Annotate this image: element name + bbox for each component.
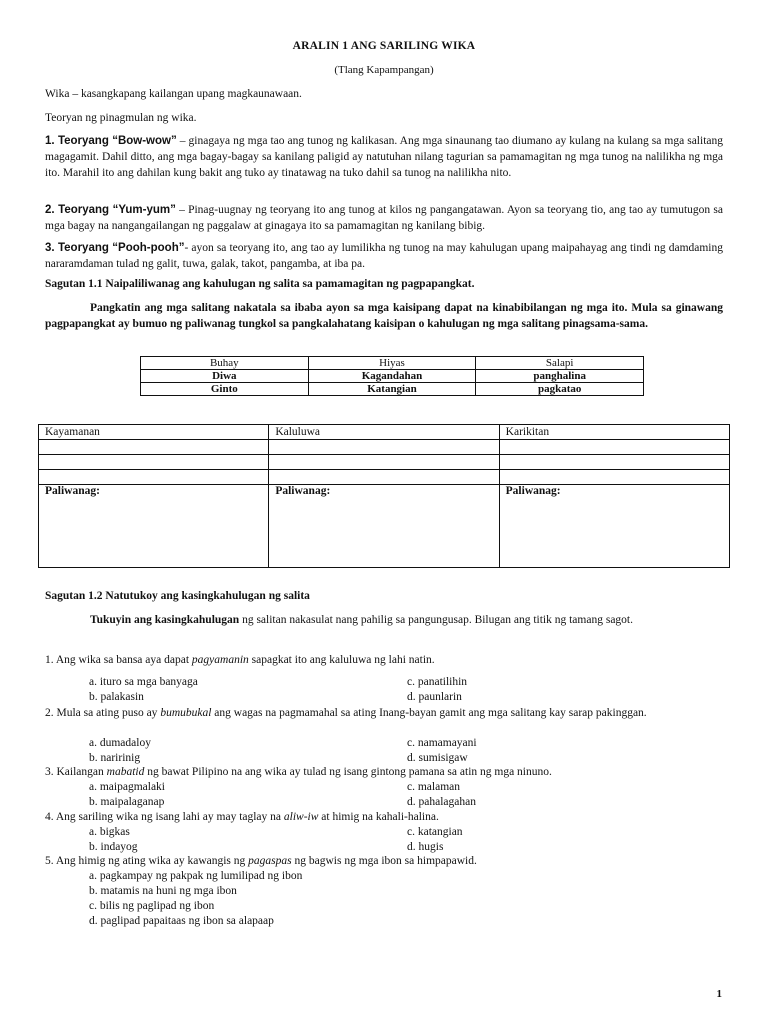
- instruction-emphasis: Tukuyin ang kasingkahulugan: [90, 614, 240, 626]
- theory-text: – Pinag-uugnay ng teoryang ito ang tunog at kilos ng pangangatawan. Ayon sa teoryang tio, ang tao ay tumutugon sa mga bagay na nangangailangan ng paggalaw at ginagaya ito sa pamamagitan ng kanilang bibig.: [45, 204, 723, 232]
- option-a[interactable]: a. pagkampay ng pakpak ng lumilipad ng ibon: [89, 870, 303, 882]
- question-text: ng bagwis ng mga ibon sa himpapawid.: [291, 855, 477, 867]
- question-text: 5. Ang himig ng ating wika ay kawangis ng: [45, 855, 249, 867]
- table-row: [141, 370, 644, 383]
- section-1-instruction: Pangkatin ang mga salitang nakatala sa ibaba ayon sa mga kaisipang dapat na kinabibilangan ng mga ito. Mula sa ginawang pagpapangkat ay bumuo ng paliwanag tungkol sa pangkalahatang kaisipan o kahulugan ng mga salitang pinagsama-sama.: [45, 302, 723, 330]
- option-c[interactable]: c. katangian: [407, 826, 463, 838]
- question-text: sapagkat ito ang kaluluwa ng lahi natin.: [248, 654, 435, 666]
- question-text: 3. Kailangan: [45, 766, 107, 778]
- question-keyword: mabatid: [106, 766, 145, 778]
- theory-label: 1. Teoryang “Bow-wow”: [45, 135, 177, 147]
- table-row: [141, 383, 644, 396]
- option-b[interactable]: b. maipalaganap: [89, 796, 165, 808]
- question-keyword: aliw-iw: [283, 811, 319, 823]
- blank-answer-row: [39, 455, 730, 470]
- option-c[interactable]: c. bilis ng paglipad ng ibon: [89, 900, 215, 912]
- option-a[interactable]: a. dumadaloy: [89, 737, 151, 749]
- question-text: at himig na kahali-halina.: [318, 811, 439, 823]
- blank-answer-row: [39, 440, 730, 455]
- theory-text: – ginagaya ng mga tao ang tunog ng kalikasan. Ang mga sinaunang tao diumano ay kulang na kulang sa mga salitang magagamit. Dahil ditto, ang mga bagay-bagay sa kanilang paligid ay natutuhan nilang tagurian sa pamamagitan ng mga tunog na nalilikha ng mga ito. Marahil ito ang dahilan kung bakit ang tuko ay tinatawag na tuko dahil sa tunog na nalilikha nito.: [45, 135, 723, 179]
- answer-cell[interactable]: [499, 470, 729, 485]
- intro-definition: Wika – kasangkapang kailangan upang magkaunawaan.: [45, 88, 302, 100]
- answer-cell[interactable]: [39, 440, 269, 455]
- intro-theories-line: Teoryan ng pinagmulan ng wika.: [45, 112, 197, 124]
- answer-cell[interactable]: [39, 470, 269, 485]
- table-row: [141, 357, 644, 370]
- question-5: [45, 854, 723, 869]
- option-b[interactable]: b. indayog: [89, 841, 138, 853]
- table-header-row: [39, 425, 730, 440]
- table-cell: Hiyas: [308, 357, 476, 370]
- question-3: [45, 765, 723, 780]
- answer-cell[interactable]: [269, 470, 499, 485]
- paliwanag-cell[interactable]: Paliwanag:: [39, 485, 269, 568]
- question-text: 4. Ang sariling wika ng isang lahi ay may taglay na: [45, 811, 284, 823]
- option-b[interactable]: b. naririnig: [89, 752, 141, 764]
- theory-label: 2. Teoryang “Yum-yum”: [45, 204, 176, 216]
- option-d[interactable]: d. pahalagahan: [407, 796, 476, 808]
- option-d[interactable]: d. sumisigaw: [407, 752, 468, 764]
- question-keyword: bumubukal: [160, 707, 212, 719]
- table-cell: pagkatao: [476, 383, 644, 396]
- option-d[interactable]: d. paglipad papaitaas ng ibon sa alapaap: [89, 915, 274, 927]
- theory-text: - ayon sa teoryang ito, ang tao ay lumilikha ng tunog na may kahulugan upang maipahayag ang tindi ng damdaming nararamdaman tulad ng galit, tuwa, galak, takot, pangamba, at iba pa.: [45, 242, 724, 270]
- table-cell: Buhay: [141, 357, 309, 370]
- option-c[interactable]: c. panatilihin: [407, 676, 468, 688]
- theory-yum-yum: [45, 202, 723, 234]
- instruction-text: ng salitan nakasulat nang pahilig sa pangungusap. Bilugan ang titik ng tamang sagot.: [239, 614, 633, 626]
- grouping-table: [38, 424, 730, 568]
- theory-pooh-pooh: [45, 240, 723, 272]
- answer-cell[interactable]: [499, 455, 729, 470]
- table-cell: panghalina: [476, 370, 644, 383]
- answer-cell[interactable]: [39, 455, 269, 470]
- question-1: [45, 653, 723, 668]
- option-a[interactable]: a. maipagmalaki: [89, 781, 165, 793]
- word-list-table: [140, 356, 644, 396]
- question-text: 1. Ang wika sa bansa aya dapat: [45, 654, 192, 666]
- section-2-instruction: [45, 612, 723, 628]
- table-cell: Salapi: [476, 357, 644, 370]
- option-b[interactable]: b. matamis na huni ng mga ibon: [89, 885, 237, 897]
- answer-cell[interactable]: [269, 440, 499, 455]
- question-text: 2. Mula sa ating puso ay: [45, 707, 161, 719]
- question-text: ang wagas na pagmamahal sa ating Inang-bayan gamit ang mga salitang kay sarap pakinggan.: [211, 707, 647, 719]
- option-a[interactable]: a. ituro sa mga banyaga: [89, 676, 198, 688]
- question-keyword: pagyamanin: [191, 654, 249, 666]
- paliwanag-cell[interactable]: Paliwanag:: [499, 485, 729, 568]
- page-number: 1: [716, 988, 722, 1000]
- table-cell: Kagandahan: [308, 370, 476, 383]
- paliwanag-row: [39, 485, 730, 568]
- table-cell: Katangian: [308, 383, 476, 396]
- option-d[interactable]: d. paunlarin: [407, 691, 462, 703]
- section-2-heading: Sagutan 1.2 Natutukoy ang kasingkahulugan ng salita: [45, 590, 310, 602]
- theory-label: 3. Teoryang “Pooh-pooh”: [45, 242, 185, 254]
- group-header-karikitan: Karikitan: [499, 425, 729, 440]
- group-header-kayamanan: Kayamanan: [39, 425, 269, 440]
- page-title: ARALIN 1 ANG SARILING WIKA: [292, 40, 476, 52]
- table-cell: Ginto: [141, 383, 309, 396]
- blank-answer-row: [39, 470, 730, 485]
- section-1-heading: Sagutan 1.1 Naipaliliwanag ang kahulugan ng salita sa pamamagitan ng pagpapangkat.: [45, 278, 475, 290]
- answer-cell[interactable]: [499, 440, 729, 455]
- group-header-kaluluwa: Kaluluwa: [269, 425, 499, 440]
- question-text: ng bawat Pilipino na ang wika ay tulad ng isang gintong pamana sa atin ng mga ninuno.: [144, 766, 552, 778]
- answer-cell[interactable]: [269, 455, 499, 470]
- question-keyword: pagaspas: [248, 855, 292, 867]
- option-b[interactable]: b. palakasin: [89, 691, 144, 703]
- theory-bow-wow: [45, 133, 723, 181]
- option-a[interactable]: a. bigkas: [89, 826, 130, 838]
- table-cell: Diwa: [141, 370, 309, 383]
- question-4: [45, 810, 723, 825]
- option-c[interactable]: c. malaman: [407, 781, 461, 793]
- page-subtitle: (Tlang Kapampangan): [334, 64, 434, 76]
- option-c[interactable]: c. namamayani: [407, 737, 477, 749]
- paliwanag-cell[interactable]: Paliwanag:: [269, 485, 499, 568]
- option-d[interactable]: d. hugis: [407, 841, 444, 853]
- question-2: [45, 706, 723, 721]
